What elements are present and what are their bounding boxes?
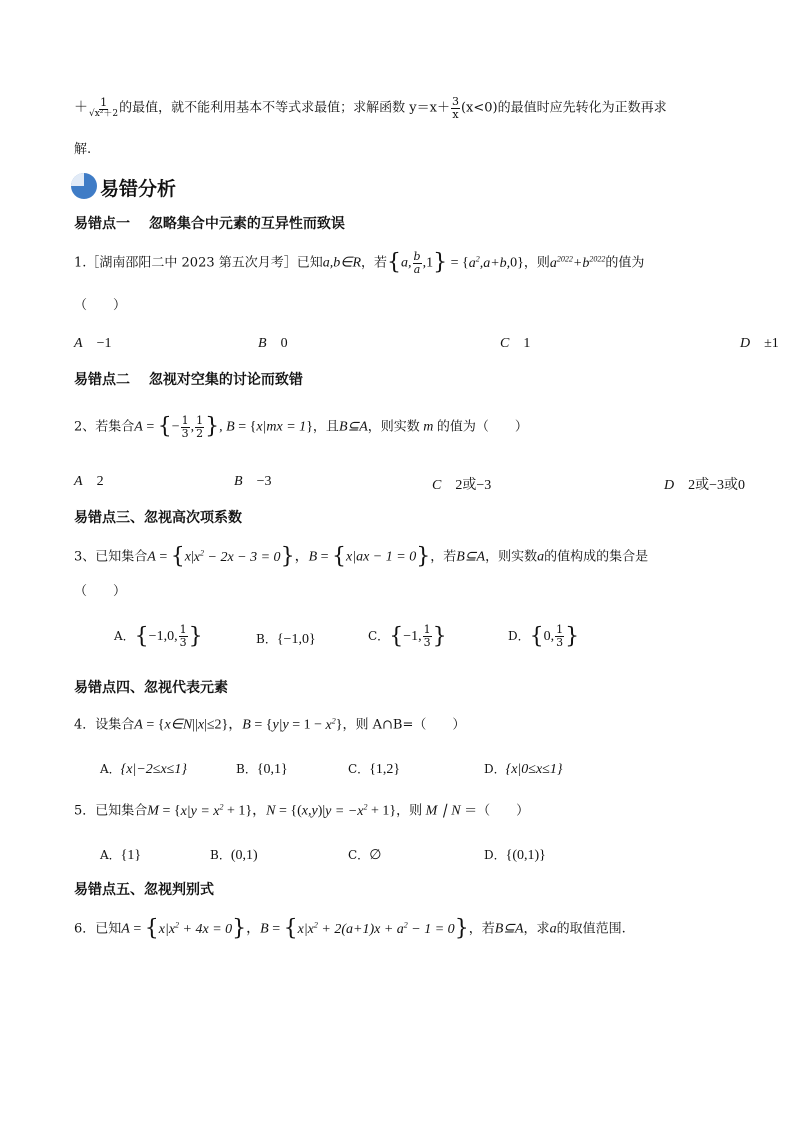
q3-option-a[interactable]: A．{−1,0, $\frac{1}{3}$ } bbox=[114, 623, 203, 649]
question-4: 4．设集合A = {x∈N||x|≤2}，$B = \{y|y = 1 - x^2\}$，则 A∩B=（ ） bbox=[74, 716, 466, 733]
question-3: 3、已知集合$A = \{x|x^2 - 2x - 3 = 0\}$，B = {x|ax − 1 = 0}，若B⊆A，则实数a的值构成的集合是 bbox=[74, 544, 649, 569]
question-6: 6．已知$A = \{x|x^2 + 4x = 0\}$，$B = \{x|x^2 + 2(a+1)x + a^2 - 1 = 0\}$，若B⊆A，求a的取值范围. bbox=[74, 916, 626, 941]
q5-option-c[interactable]: C．∅ bbox=[348, 848, 382, 863]
q2-option-c[interactable]: C 2或−3 bbox=[432, 478, 492, 493]
q4-option-d[interactable]: D．{x|0≤x≤1} bbox=[484, 762, 563, 777]
q3-option-c[interactable]: C．{−1, $\frac{1}{3}$ } bbox=[368, 623, 447, 649]
q3-option-d[interactable]: D．{0, $\frac{1}{3}$ } bbox=[508, 623, 580, 649]
q2-option-d[interactable]: D 2或−3或0 bbox=[664, 478, 746, 493]
q2-option-b[interactable]: B −3 bbox=[234, 474, 272, 489]
section-title: 易错分析 bbox=[100, 178, 177, 200]
section-pie-icon bbox=[70, 172, 98, 200]
q1-option-a[interactable]: A −1 bbox=[74, 336, 112, 351]
q5-option-b[interactable]: B．(0,1) bbox=[210, 848, 258, 863]
q4-option-a[interactable]: A．{x|−2≤x≤1} bbox=[100, 762, 187, 777]
q5-option-d[interactable]: D．{(0,1)} bbox=[484, 848, 546, 863]
fraction: $\frac{1}{\text{√x²＋2}}$ bbox=[89, 96, 119, 119]
question-1-paren: （ ） bbox=[74, 298, 127, 313]
question-1: 1.［湖南邵阳二中 2023 第五次月考］已知a,b∈R，若{a, $\frac{b}{a}$ $,1\} = \{a^2,a+b,0\}$，则$a^{2022}+b^{2022}$的值为 bbox=[74, 250, 645, 276]
question-2: 2、若集合A = {− $\frac{1}{3}$ , $\frac{1}{2}$ }, B = {x|mx = 1}，且B⊆A，则实数 m 的值为（ ） bbox=[74, 414, 528, 440]
question-5: 5．已知集合$M = \{x|y = x^2 + 1\}$，$N = \{(x,y)|y = -x^2 + 1\}$，则 M ∣ N ＝（ ） bbox=[74, 802, 530, 819]
fraction: $\frac{3}{x}$ bbox=[451, 95, 459, 121]
error-point-4: 易错点四、忽视代表元素 bbox=[74, 680, 228, 696]
q1-option-b[interactable]: B 0 bbox=[258, 336, 288, 351]
q3-option-b[interactable]: B．{−1,0} bbox=[256, 632, 316, 647]
q4-option-b[interactable]: B．{0,1} bbox=[236, 762, 288, 777]
intro-line-2: 解. bbox=[74, 142, 92, 157]
error-point-3: 易错点三、忽视高次项系数 bbox=[74, 510, 242, 526]
error-point-2: 易错点二 忽视对空集的讨论而致错 bbox=[74, 372, 303, 388]
intro-line-1: ＋ $\frac{1}{\text{√x²＋2}}$ 的最值，就不能利用基本不等式求最值；求解函数 y＝x＋ $\frac{3}{x}$ (x<0)的最值时应先转化为正数再求 bbox=[74, 95, 667, 121]
q5-option-a[interactable]: A．{1} bbox=[100, 848, 142, 863]
error-point-1: 易错点一 忽略集合中元素的互异性而致误 bbox=[74, 216, 345, 232]
q2-option-a[interactable]: A 2 bbox=[74, 474, 104, 489]
q1-option-c[interactable]: C 1 bbox=[500, 336, 531, 351]
q1-option-d[interactable]: D ±1 bbox=[740, 336, 779, 351]
question-3-paren: （ ） bbox=[74, 584, 127, 599]
q4-option-c[interactable]: C．{1,2} bbox=[348, 762, 401, 777]
error-point-5: 易错点五、忽视判别式 bbox=[74, 882, 214, 898]
